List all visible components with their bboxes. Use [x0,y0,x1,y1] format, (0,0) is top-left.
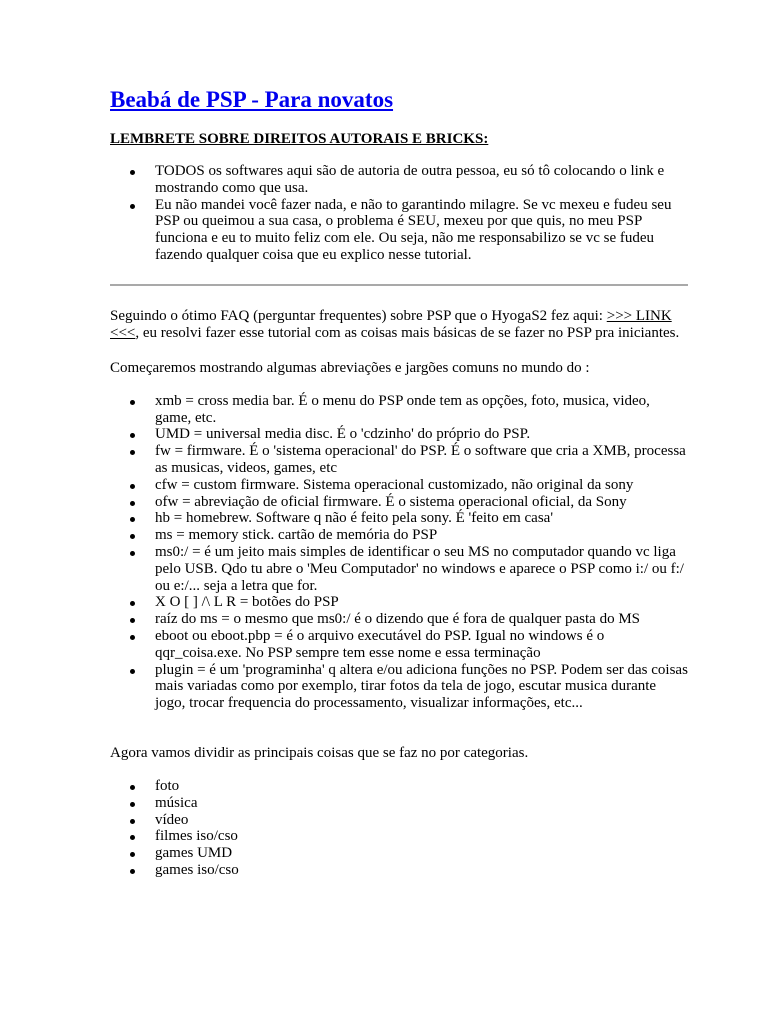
categories-intro: Agora vamos dividir as principais coisas que se faz no por categorias. [110,744,529,761]
glossary-item: X O [ ] /\ L R = botões do PSP [155,594,688,611]
category-item: games iso/cso [155,862,688,879]
glossary-item: eboot ou eboot.pbp = é o arquivo executável do PSP. Igual no windows é o qqr_coisa.exe. No PSP sempre tem esse nome e essa terminação [155,628,688,662]
intro-text-before: Seguindo o ótimo FAQ (perguntar frequentes) sobre PSP que o HyogaS2 fez aqui: [110,307,607,324]
glossary-intro: Começaremos mostrando algumas abreviações e jargões comuns no mundo do : [110,359,590,376]
intro-paragraph [110,308,688,342]
glossary-item: ms = memory stick. cartão de memória do PSP [155,527,688,544]
intro-text-after: , eu resolvi fazer esse tutorial com as coisas mais básicas de se fazer no PSP pra iniciantes. [135,324,680,341]
page-title [110,86,688,114]
category-item: foto [155,778,688,795]
title-link[interactable]: Beabá de PSP - Para novatos [110,87,394,112]
glossary-list [110,393,688,712]
list-item: Eu não mandei você fazer nada, e não to garantindo milagre. Se vc mexeu e fudeu seu PSP ou queimou a sua casa, o problema é SEU, mexeu por que quis, no meu PSP funciona e eu to muito feliz com ele. Ou seja, não me responsabilizo se vc se fudeu fazendo qualquer coisa que eu explico nesse tutorial. [155,197,688,264]
glossary-item: hb = homebrew. Software q não é feito pela sony. É 'feito em casa' [155,510,688,527]
glossary-item: plugin = é um 'programinha' q altera e/ou adiciona funções no PSP. Podem ser das coisas mais variadas como por exemplo, tirar fotos da tela de jogo, escutar musica durante jogo, trocar frequencia do processamento, visualizar informações, etc... [155,661,688,712]
category-item: música [155,795,688,812]
list-item: TODOS os softwares aqui são de autoria de outra pessoa, eu só tô colocando o link e mostrando como que usa. [155,163,688,197]
glossary-item: ms0:/ = é um jeito mais simples de identificar o seu MS no computador quando vc liga pelo USB. Qdo tu abre o 'Meu Computador' no windows e aparece o PSP como i:/ ou f:/ ou e:/... seja a letra que for. [155,544,688,594]
glossary-item: raíz do ms = o mesmo que ms0:/ é o dizendo que é fora de qualquer pasta do MS [155,611,688,628]
glossary-item: xmb = cross media bar. É o menu do PSP onde tem as opções, foto, musica, video, game, etc. [155,393,688,427]
disclaimer-list [110,163,688,264]
section-divider [110,284,688,286]
glossary-item: UMD = universal media disc. É o 'cdzinho' do próprio do PSP. [155,426,688,443]
category-item: vídeo [155,812,688,829]
categories-list [110,778,688,879]
glossary-item: fw = firmware. É o 'sistema operacional' do PSP. É o software que cria a XMB, processa as musicas, videos, games, etc [155,443,688,477]
faq-link[interactable]: >>> LINK <<< [110,307,672,341]
category-item: filmes iso/cso [155,828,688,845]
disclaimer-heading: LEMBRETE SOBRE DIREITOS AUTORAIS E BRICKS: [110,131,489,147]
glossary-item: ofw = abreviação de oficial firmware. É o sistema operacional oficial, da Sony [155,494,688,511]
glossary-item: cfw = custom firmware. Sistema operacional customizado, não original da sony [155,477,688,494]
category-item: games UMD [155,845,688,862]
